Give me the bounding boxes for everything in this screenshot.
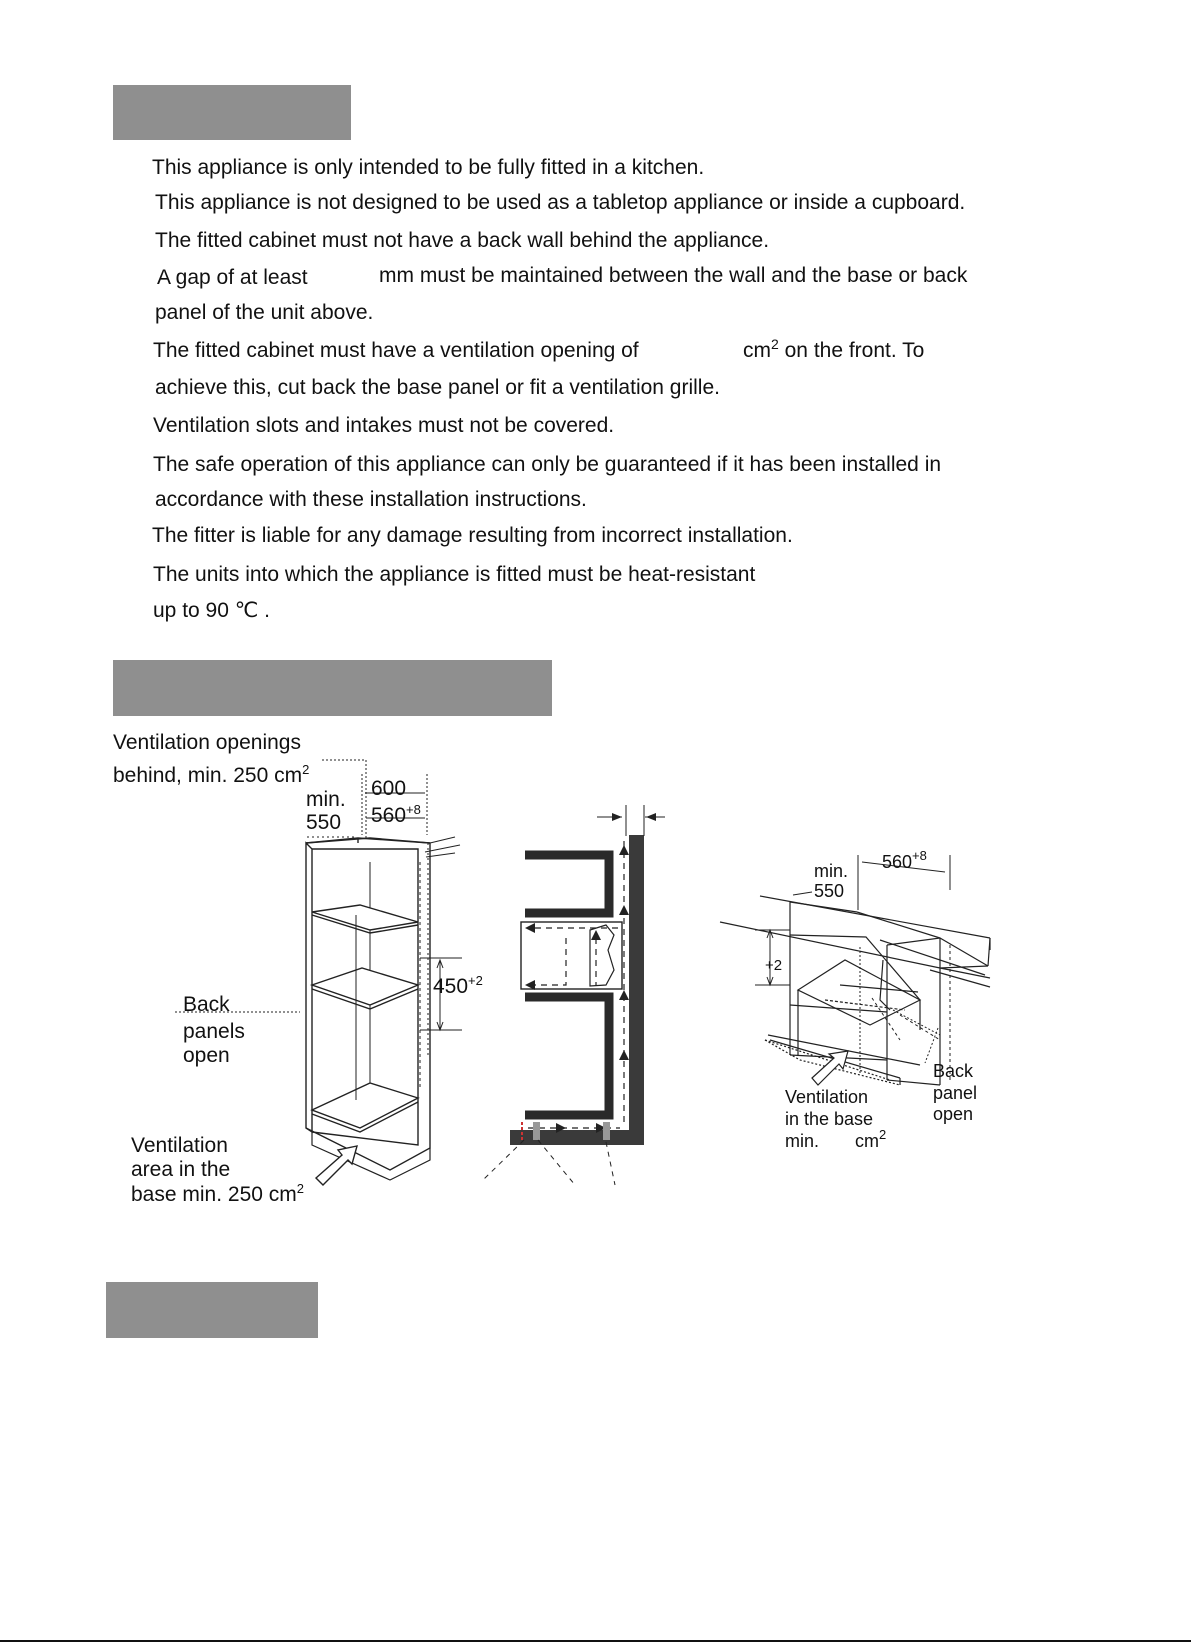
dim-min-label: min. bbox=[306, 788, 346, 811]
back-panel-label-line2: panel bbox=[933, 1083, 978, 1103]
vent-area-label-line2: area in the bbox=[131, 1158, 231, 1181]
dim-min-label-2: min. bbox=[814, 861, 849, 881]
paragraph-7a: The safe operation of this appliance can only be guaranteed if it has been installed in bbox=[153, 453, 942, 476]
back-panels-label-line3: open bbox=[183, 1044, 230, 1067]
vent-behind-label-line2: behind, min. 250 $cm^2$ bbox=[113, 762, 310, 787]
paragraph-4c: panel of the unit above. bbox=[155, 301, 374, 324]
page-bottom-rule bbox=[0, 1640, 1191, 1642]
back-panel-label-line1: Back bbox=[933, 1061, 974, 1081]
vent-area-label-line3: base min. 250 $cm^2$ bbox=[131, 1181, 304, 1206]
paragraph-1: This appliance is only intended to be fully fitted in a kitchen. bbox=[152, 156, 705, 179]
dim-550: 550 bbox=[306, 811, 342, 834]
dim-plus2: +2 bbox=[765, 957, 783, 974]
vent-base-label-line1: Ventilation bbox=[785, 1087, 869, 1107]
back-panels-label-line2: panels bbox=[183, 1020, 245, 1043]
back-panels-label-line1: Back bbox=[183, 993, 230, 1016]
paragraph-4b: mm must be maintained between the wall and the base or back bbox=[379, 264, 968, 287]
dim-560-2: $560^{+8}$ bbox=[882, 848, 927, 872]
paragraph-8: The fitter is liable for any damage resulting from incorrect installation. bbox=[152, 524, 793, 547]
vent-area-label-line1: Ventilation bbox=[131, 1134, 228, 1157]
cross-section-drawing bbox=[483, 805, 665, 1185]
paragraph-4a: A gap of at least bbox=[157, 266, 308, 289]
paragraph-2: This appliance is not designed to be used as a tabletop appliance or inside a cupboard. bbox=[155, 191, 966, 214]
vent-base-label-line3: min. $cm^2$ bbox=[785, 1127, 887, 1151]
paragraph-9b: up to 90 ℃ . bbox=[153, 599, 270, 622]
back-panel-label-line3: open bbox=[933, 1104, 974, 1124]
paragraph-5a: The fitted cabinet must have a ventilation opening of bbox=[153, 339, 639, 362]
paragraph-9a: The units into which the appliance is fitted must be heat-resistant bbox=[153, 563, 756, 586]
paragraph-7b: accordance with these installation instructions. bbox=[155, 488, 587, 511]
dim-600: 600 bbox=[371, 777, 407, 800]
paragraph-6: Ventilation slots and intakes must not be covered. bbox=[153, 414, 615, 437]
paragraph-5b: $cm^2$ on the front. To bbox=[743, 336, 925, 362]
dim-550-2: 550 bbox=[814, 881, 845, 901]
under-counter-drawing bbox=[720, 855, 990, 1085]
paragraph-3: The fitted cabinet must not have a back wall behind the appliance. bbox=[155, 229, 770, 252]
dim-450: $450^{+2}$ bbox=[433, 973, 483, 998]
paragraph-5d: achieve this, cut back the base panel or fit a ventilation grille. bbox=[155, 376, 720, 399]
vent-behind-label-line1: Ventilation openings bbox=[113, 731, 301, 754]
dim-560: $560^{+8}$ bbox=[371, 802, 421, 827]
vent-base-label-line2: in the base bbox=[785, 1109, 874, 1129]
